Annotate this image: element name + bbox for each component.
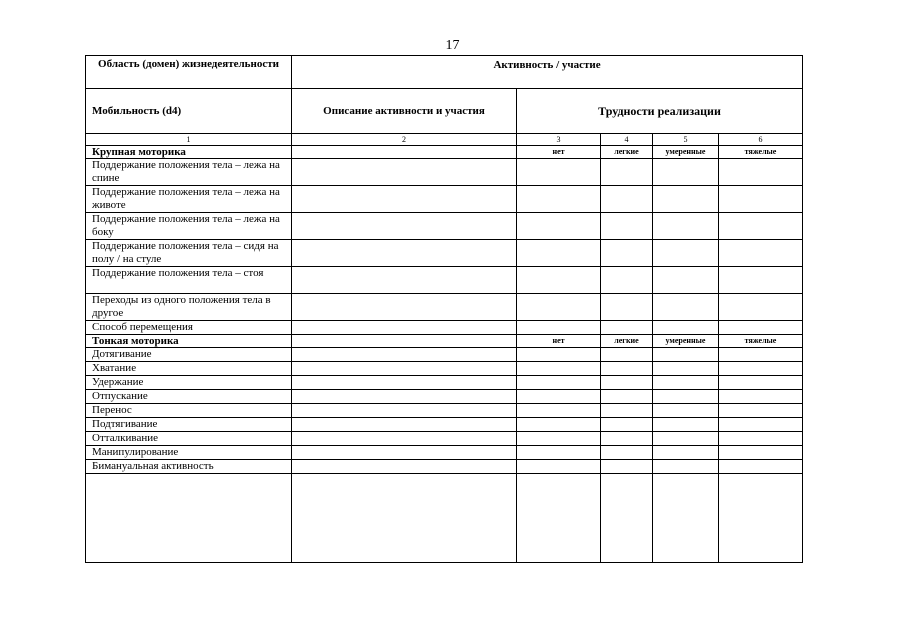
rating-cell[interactable] <box>517 240 601 267</box>
description-cell[interactable] <box>292 213 517 240</box>
rating-cell[interactable] <box>653 240 719 267</box>
table-row <box>86 267 803 294</box>
table-row <box>86 186 803 213</box>
table-row <box>86 362 803 376</box>
mobility-header: Мобильность (d4) <box>86 89 292 134</box>
rating-cell[interactable] <box>601 240 653 267</box>
header-row-top <box>86 56 803 89</box>
activity-label: Отталкивание <box>86 432 292 446</box>
description-cell[interactable] <box>292 404 517 418</box>
rating-cell[interactable] <box>653 390 719 404</box>
description-cell[interactable] <box>292 159 517 186</box>
activity-label: Переходы из одного положения тела в другое <box>86 294 292 321</box>
rating-cell[interactable] <box>653 446 719 460</box>
activity-label: Бимануальная активность <box>86 460 292 474</box>
section-title: Крупная моторика <box>86 146 292 159</box>
page-number: 17 <box>445 38 460 53</box>
description-cell[interactable] <box>292 240 517 267</box>
rating-cell[interactable] <box>517 213 601 240</box>
rating-cell[interactable] <box>719 460 803 474</box>
rating-cell[interactable] <box>653 294 719 321</box>
activity-label: Поддержание положения тела – стоя <box>86 267 292 294</box>
table-row <box>86 390 803 404</box>
difficulty-level: тяжелые <box>719 146 803 159</box>
rating-cell[interactable] <box>517 376 601 390</box>
rating-cell[interactable] <box>601 432 653 446</box>
activity-label: Поддержание положения тела – лежа на спине <box>86 159 292 186</box>
empty-cell <box>292 335 517 348</box>
activity-label: Дотягивание <box>86 348 292 362</box>
rating-cell[interactable] <box>517 321 601 335</box>
rating-cell[interactable] <box>653 404 719 418</box>
rating-cell[interactable] <box>601 159 653 186</box>
activity-label: Удержание <box>86 376 292 390</box>
rating-cell[interactable] <box>517 362 601 376</box>
rating-cell[interactable] <box>719 418 803 432</box>
blank-row <box>86 474 803 563</box>
activity-label: Подтягивание <box>86 418 292 432</box>
rating-cell[interactable] <box>719 390 803 404</box>
column-number: 6 <box>719 134 803 146</box>
rating-cell[interactable] <box>653 418 719 432</box>
column-number: 4 <box>601 134 653 146</box>
activity-label: Поддержание положения тела – сидя на полу / на стуле <box>86 240 292 267</box>
description-cell[interactable] <box>292 376 517 390</box>
rating-cell[interactable] <box>601 474 653 563</box>
rating-cell[interactable] <box>517 446 601 460</box>
rating-cell[interactable] <box>517 159 601 186</box>
rating-cell[interactable] <box>719 446 803 460</box>
mobility-assessment-table <box>85 55 803 563</box>
domain-header: Область (домен) жизнедеятельности <box>86 56 292 89</box>
header-row-sub <box>86 89 803 134</box>
difficulty-level: умеренные <box>653 335 719 348</box>
description-cell[interactable] <box>292 390 517 404</box>
rating-cell[interactable] <box>601 321 653 335</box>
description-header: Описание активности и участия <box>292 89 517 134</box>
rating-cell[interactable] <box>719 474 803 563</box>
difficulty-level: тяжелые <box>719 335 803 348</box>
rating-cell[interactable] <box>653 186 719 213</box>
rating-cell[interactable] <box>601 460 653 474</box>
column-number-row <box>86 134 803 146</box>
activity-label: Поддержание положения тела – лежа на боку <box>86 213 292 240</box>
rating-cell[interactable] <box>653 348 719 362</box>
activity-label: Отпускание <box>86 390 292 404</box>
rating-cell[interactable] <box>601 362 653 376</box>
rating-cell[interactable] <box>719 432 803 446</box>
rating-cell[interactable] <box>517 186 601 213</box>
description-cell[interactable] <box>292 348 517 362</box>
description-cell[interactable] <box>292 446 517 460</box>
difficulty-level: умеренные <box>653 146 719 159</box>
rating-cell[interactable] <box>517 294 601 321</box>
rating-cell[interactable] <box>653 432 719 446</box>
section-title: Тонкая моторика <box>86 335 292 348</box>
rating-cell[interactable] <box>719 267 803 294</box>
rating-cell[interactable] <box>601 267 653 294</box>
rating-cell[interactable] <box>517 418 601 432</box>
rating-cell[interactable] <box>601 186 653 213</box>
table-row <box>86 432 803 446</box>
table-row <box>86 376 803 390</box>
section-header-row <box>86 335 803 348</box>
difficulty-level: нет <box>517 146 601 159</box>
section-header-row <box>86 146 803 159</box>
rating-cell[interactable] <box>719 321 803 335</box>
rating-cell[interactable] <box>719 376 803 390</box>
rating-cell[interactable] <box>653 267 719 294</box>
rating-cell[interactable] <box>601 390 653 404</box>
rating-cell[interactable] <box>601 418 653 432</box>
rating-cell[interactable] <box>719 240 803 267</box>
rating-cell[interactable] <box>653 321 719 335</box>
rating-cell[interactable] <box>719 362 803 376</box>
rating-cell[interactable] <box>517 432 601 446</box>
rating-cell[interactable] <box>601 348 653 362</box>
rating-cell[interactable] <box>601 376 653 390</box>
rating-cell[interactable] <box>517 267 601 294</box>
table-row <box>86 460 803 474</box>
difficulties-header: Трудности реализации <box>517 89 803 134</box>
table-row <box>86 404 803 418</box>
rating-cell[interactable] <box>719 348 803 362</box>
rating-cell[interactable] <box>601 404 653 418</box>
rating-cell[interactable] <box>517 460 601 474</box>
rating-cell[interactable] <box>653 376 719 390</box>
table-row <box>86 213 803 240</box>
difficulty-level: легкие <box>601 146 653 159</box>
table-row <box>86 294 803 321</box>
column-number: 5 <box>653 134 719 146</box>
table-row <box>86 446 803 460</box>
rating-cell[interactable] <box>517 348 601 362</box>
activity-label: Манипулирование <box>86 446 292 460</box>
rating-cell[interactable] <box>653 159 719 186</box>
empty-cell <box>292 146 517 159</box>
table-row <box>86 418 803 432</box>
description-cell[interactable] <box>292 186 517 213</box>
rating-cell[interactable] <box>653 460 719 474</box>
description-cell[interactable] <box>292 267 517 294</box>
description-cell[interactable] <box>292 321 517 335</box>
description-cell[interactable] <box>292 460 517 474</box>
description-cell[interactable] <box>292 474 517 563</box>
column-number: 3 <box>517 134 601 146</box>
rating-cell[interactable] <box>719 213 803 240</box>
description-cell[interactable] <box>292 418 517 432</box>
description-cell[interactable] <box>292 294 517 321</box>
rating-cell[interactable] <box>517 390 601 404</box>
activity-label: Перенос <box>86 404 292 418</box>
rating-cell[interactable] <box>653 474 719 563</box>
rating-cell[interactable] <box>601 446 653 460</box>
rating-cell[interactable] <box>719 186 803 213</box>
activity-label: Поддержание положения тела – лежа на животе <box>86 186 292 213</box>
column-number: 1 <box>86 134 292 146</box>
table-row <box>86 159 803 186</box>
blank-cell[interactable] <box>86 474 292 563</box>
activity-label: Хватание <box>86 362 292 376</box>
rating-cell[interactable] <box>719 294 803 321</box>
table-row <box>86 240 803 267</box>
activity-label: Способ перемещения <box>86 321 292 335</box>
rating-cell[interactable] <box>517 474 601 563</box>
description-cell[interactable] <box>292 362 517 376</box>
rating-cell[interactable] <box>517 404 601 418</box>
rating-cell[interactable] <box>653 362 719 376</box>
rating-cell[interactable] <box>653 213 719 240</box>
rating-cell[interactable] <box>719 404 803 418</box>
rating-cell[interactable] <box>601 294 653 321</box>
activity-header: Активность / участие <box>292 56 803 89</box>
column-number: 2 <box>292 134 517 146</box>
table-row <box>86 348 803 362</box>
description-cell[interactable] <box>292 432 517 446</box>
difficulty-level: легкие <box>601 335 653 348</box>
table-row <box>86 321 803 335</box>
difficulty-level: нет <box>517 335 601 348</box>
rating-cell[interactable] <box>601 213 653 240</box>
rating-cell[interactable] <box>719 159 803 186</box>
